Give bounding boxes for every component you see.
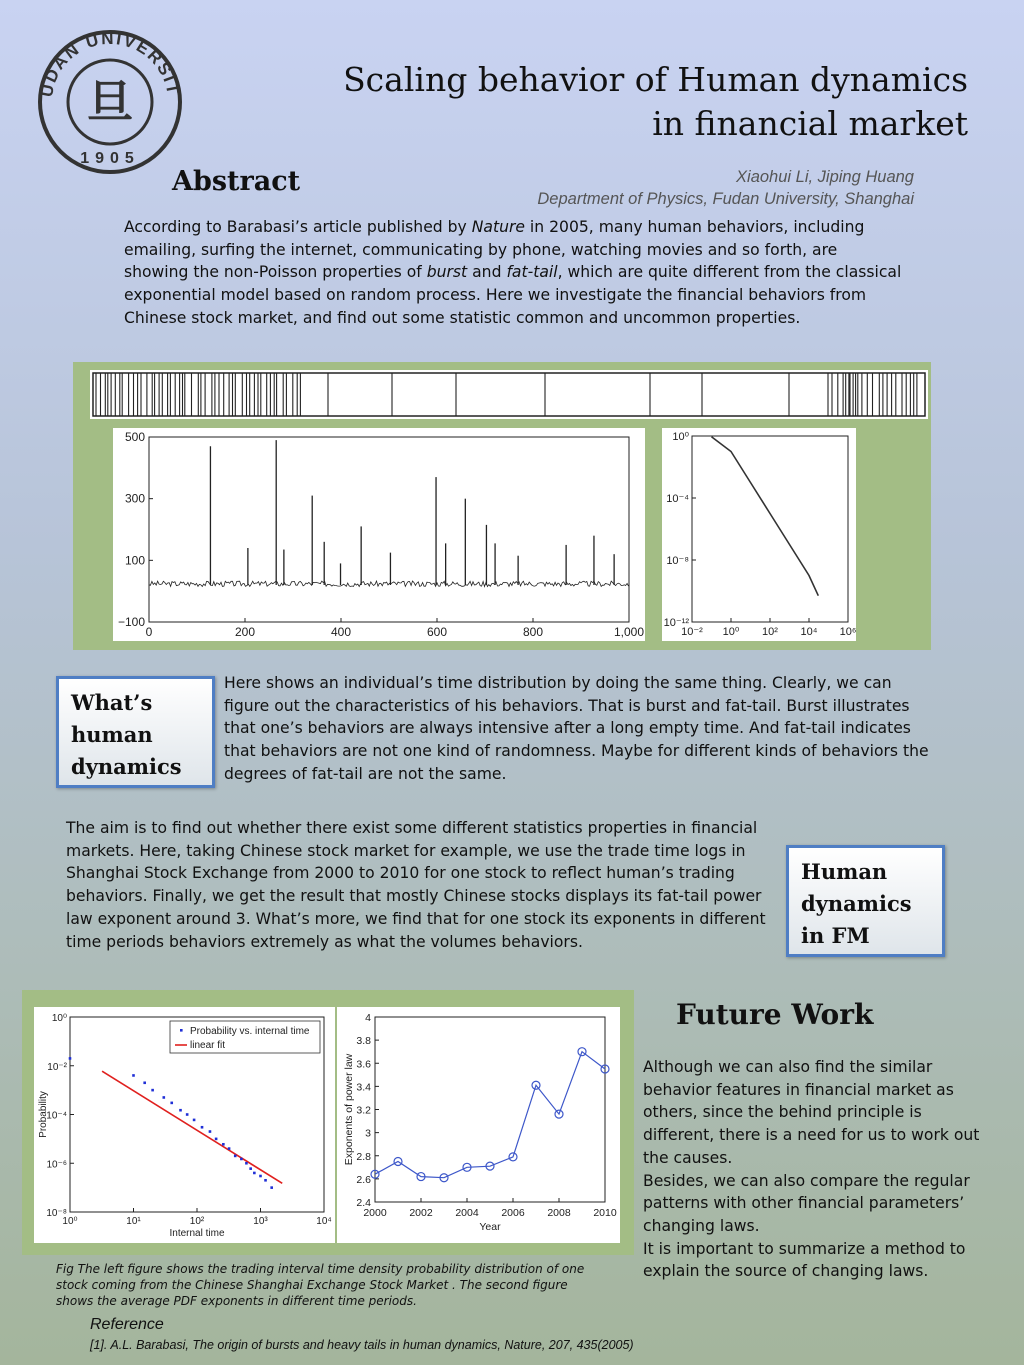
- data-point: [143, 1081, 146, 1084]
- data-point: [240, 1158, 243, 1161]
- y-tick-label: 500: [124, 430, 145, 444]
- y-axis-label: Probability: [38, 1091, 49, 1138]
- svg-text:1905: 1905: [80, 150, 140, 167]
- figure-caption: Fig The left figure shows the trading interval time density probability distribution of one stock coming from the Chinese Shanghai Exchange Stock Market . The second figure shows the average PDF exponents in different time periods.: [56, 1262, 585, 1308]
- y-tick-label: 10⁻¹²: [663, 617, 689, 629]
- y-tick-label: 3: [365, 1127, 371, 1140]
- y-axis-label: Exponents of power law: [343, 1053, 355, 1166]
- exponent-svg: [337, 1007, 620, 1243]
- baseline-series: [149, 581, 629, 587]
- x-tick-label: 800: [522, 625, 544, 639]
- reference-item: [1]. A.L. Barabasi, The origin of bursts and heavy tails in human dynamics, Nature, 207, 435(2005): [90, 1338, 634, 1352]
- data-point: [222, 1143, 225, 1146]
- linear-fit-line: [102, 1071, 282, 1183]
- y-tick-label: 3.2: [356, 1104, 371, 1117]
- reference-heading: Reference: [90, 1316, 164, 1333]
- human-dynamics-text: Here shows an individual’s time distribution by doing the same thing. Clearly, we can figure out the characteristics of his behaviors. That is burst and fat-tail. Burst illustrates that one’s behaviors are always intensive after a long empty time. And fat-tail indicates that behaviors are not one kind of randomness. Maybe for different kinds of behaviors the degrees of fat-tail are not the same.: [224, 674, 929, 783]
- data-point: [264, 1179, 267, 1182]
- author-names: Xiaohui Li, Jiping Huang: [736, 168, 914, 186]
- y-tick-label: 10⁻⁸: [666, 555, 689, 567]
- x-tick-label: 2000: [363, 1207, 387, 1219]
- x-tick-label: 10⁴: [800, 626, 818, 638]
- x-tick-label: 10¹: [126, 1216, 141, 1227]
- author-affiliation: Department of Physics, Fudan University, Shanghai: [537, 190, 914, 208]
- plot-frame: [149, 437, 629, 622]
- time-series-chart: [113, 428, 645, 641]
- data-point: [234, 1155, 237, 1158]
- plot-frame: [692, 436, 848, 622]
- y-tick-label: 100: [124, 553, 145, 568]
- y-tick-label: 10⁻⁴: [666, 493, 689, 505]
- label-line: in FM: [801, 923, 870, 948]
- label-line: Human: [801, 859, 888, 884]
- data-point: [270, 1186, 273, 1189]
- data-point: [132, 1074, 135, 1077]
- data-point: [249, 1167, 252, 1170]
- x-tick-label: 2004: [455, 1207, 479, 1219]
- y-tick-label: −100: [117, 615, 145, 629]
- exponent-chart: [337, 1007, 620, 1243]
- future-work-heading: Future Work: [676, 998, 874, 1031]
- data-point: [162, 1096, 165, 1099]
- event-barcode-strip: [90, 370, 928, 419]
- future-paragraph: Although we can also find the similar behavior features in financial market as others, since the behind principle is different, there is a need for us to work out the causes.: [643, 1058, 980, 1167]
- x-tick-label: 10²: [189, 1216, 205, 1227]
- x-tick-label: 10²: [762, 626, 778, 638]
- label-human-dynamics-fm: [786, 845, 945, 957]
- y-tick-label: 10⁻⁶: [46, 1159, 67, 1171]
- label-line: human: [71, 722, 153, 747]
- x-tick-label: 10⁴: [316, 1216, 332, 1227]
- y-tick-label: 3.4: [356, 1081, 371, 1094]
- x-tick-label: 10⁰: [62, 1216, 78, 1227]
- data-point: [69, 1057, 72, 1060]
- y-tick-label: 3.8: [356, 1035, 371, 1048]
- data-point: [209, 1130, 212, 1133]
- barcode-svg: [90, 370, 928, 419]
- data-point: [259, 1175, 262, 1178]
- label-line: What’s: [71, 690, 153, 715]
- financial-market-text: The aim is to find out whether there exist some different statistics properties in financial markets. Here, taking Chinese stock market for example, we use the trade time logs in Shanghai Stock Exchange from 2000 to 2010 for one stock to reflect human’s trading behaviors. Finally, we get the result that mostly Chinese stocks displays its fat-tail power law exponent around 3. What’s more, we find that for one stock its exponents in different time periods behaviors extremely as what the volumes behaviors.: [66, 819, 766, 951]
- x-tick-label: 2002: [409, 1207, 433, 1219]
- future-paragraph: It is important to summarize a method to explain the source of changing laws.: [643, 1239, 966, 1281]
- loglog-distribution-chart: [662, 428, 856, 641]
- data-point: [245, 1162, 248, 1165]
- y-tick-label: 10⁰: [672, 431, 689, 443]
- data-point: [151, 1089, 154, 1092]
- label-line: dynamics: [801, 891, 912, 916]
- x-axis-label: Year: [479, 1221, 501, 1233]
- decay-series: [712, 437, 819, 596]
- x-tick-label: 10⁶: [839, 626, 856, 638]
- y-tick-label: 10⁻⁸: [46, 1208, 67, 1219]
- legend-label: linear fit: [190, 1040, 226, 1051]
- legend-marker: [180, 1029, 183, 1032]
- y-tick-label: 10⁰: [51, 1013, 67, 1024]
- x-tick-label: 10³: [253, 1216, 268, 1227]
- abstract-text-part: in 2005, many human behaviors, including emailing, surfing the internet, communicating by phone, watching movies and so forth, are showing the non-Poisson properties of: [124, 218, 865, 282]
- data-point: [228, 1147, 231, 1150]
- label-whats-human-dynamics: [56, 676, 215, 788]
- loglog-svg: [662, 428, 856, 641]
- x-tick-label: 400: [330, 625, 352, 639]
- exponent-series: [375, 1052, 605, 1178]
- plot-frame: [375, 1017, 605, 1202]
- data-point: [186, 1113, 189, 1116]
- y-tick-label: 2.6: [356, 1173, 371, 1186]
- x-tick-label: 2006: [501, 1207, 525, 1219]
- future-paragraph: Besides, we can also compare the regular patterns with other financial parameters’ changing laws.: [643, 1171, 970, 1235]
- svg-text:FUDAN UNIVERSITY: UDAN UNIVERSIT: [37, 30, 183, 99]
- y-tick-label: 4: [365, 1012, 371, 1024]
- x-tick-label: 2010: [593, 1207, 617, 1219]
- abstract-text-part: According to Barabasi’s article published by: [124, 218, 472, 236]
- x-tick-label: 2008: [547, 1207, 571, 1219]
- title-line-1: Scaling behavior of Human dynamics: [343, 60, 968, 99]
- x-tick-label: 1,000: [613, 625, 645, 639]
- abstract-nature: Nature: [471, 218, 525, 236]
- data-point: [201, 1126, 204, 1129]
- author-block: [537, 166, 914, 210]
- x-tick-label: 0: [145, 625, 153, 639]
- abstract-fat-tail: fat-tail: [506, 263, 558, 282]
- time-series-svg: [113, 428, 645, 641]
- x-tick-label: 10⁻²: [681, 626, 703, 638]
- x-tick-label: 200: [234, 625, 256, 639]
- y-tick-label: 3.6: [356, 1058, 371, 1071]
- abstract-text-part: , which are quite different from the classical exponential model based on random process. Here we investigate the financial behaviors from Chinese stock market, and find out some statistic common and uncommon properties.: [124, 263, 902, 327]
- y-tick-label: 300: [124, 491, 145, 506]
- x-tick-label: 10⁰: [722, 626, 740, 638]
- y-tick-label: 10⁻⁴: [46, 1110, 67, 1122]
- svg-text:旦: 旦: [87, 76, 133, 128]
- abstract-heading: Abstract: [172, 166, 301, 197]
- data-point: [170, 1102, 173, 1105]
- data-point: [253, 1172, 256, 1175]
- label-line: dynamics: [71, 754, 182, 779]
- y-tick-label: 2.8: [356, 1150, 371, 1163]
- data-point: [215, 1138, 218, 1141]
- probability-svg: [34, 1007, 335, 1243]
- abstract-burst: burst: [426, 263, 468, 282]
- future-work-text: [643, 1056, 983, 1283]
- y-tick-label: 10⁻²: [47, 1061, 67, 1073]
- abstract-text: [124, 216, 904, 330]
- x-axis-label: Internal time: [169, 1228, 225, 1239]
- data-point: [193, 1119, 196, 1122]
- poster-title: [148, 58, 968, 146]
- y-tick-label: 2.4: [356, 1197, 371, 1209]
- abstract-text-part: and: [467, 263, 507, 282]
- legend-label: Probability vs. internal time: [190, 1026, 310, 1037]
- data-point: [179, 1109, 182, 1112]
- probability-chart: [34, 1007, 335, 1243]
- x-tick-label: 600: [426, 625, 448, 639]
- title-line-2: in financial market: [652, 104, 968, 143]
